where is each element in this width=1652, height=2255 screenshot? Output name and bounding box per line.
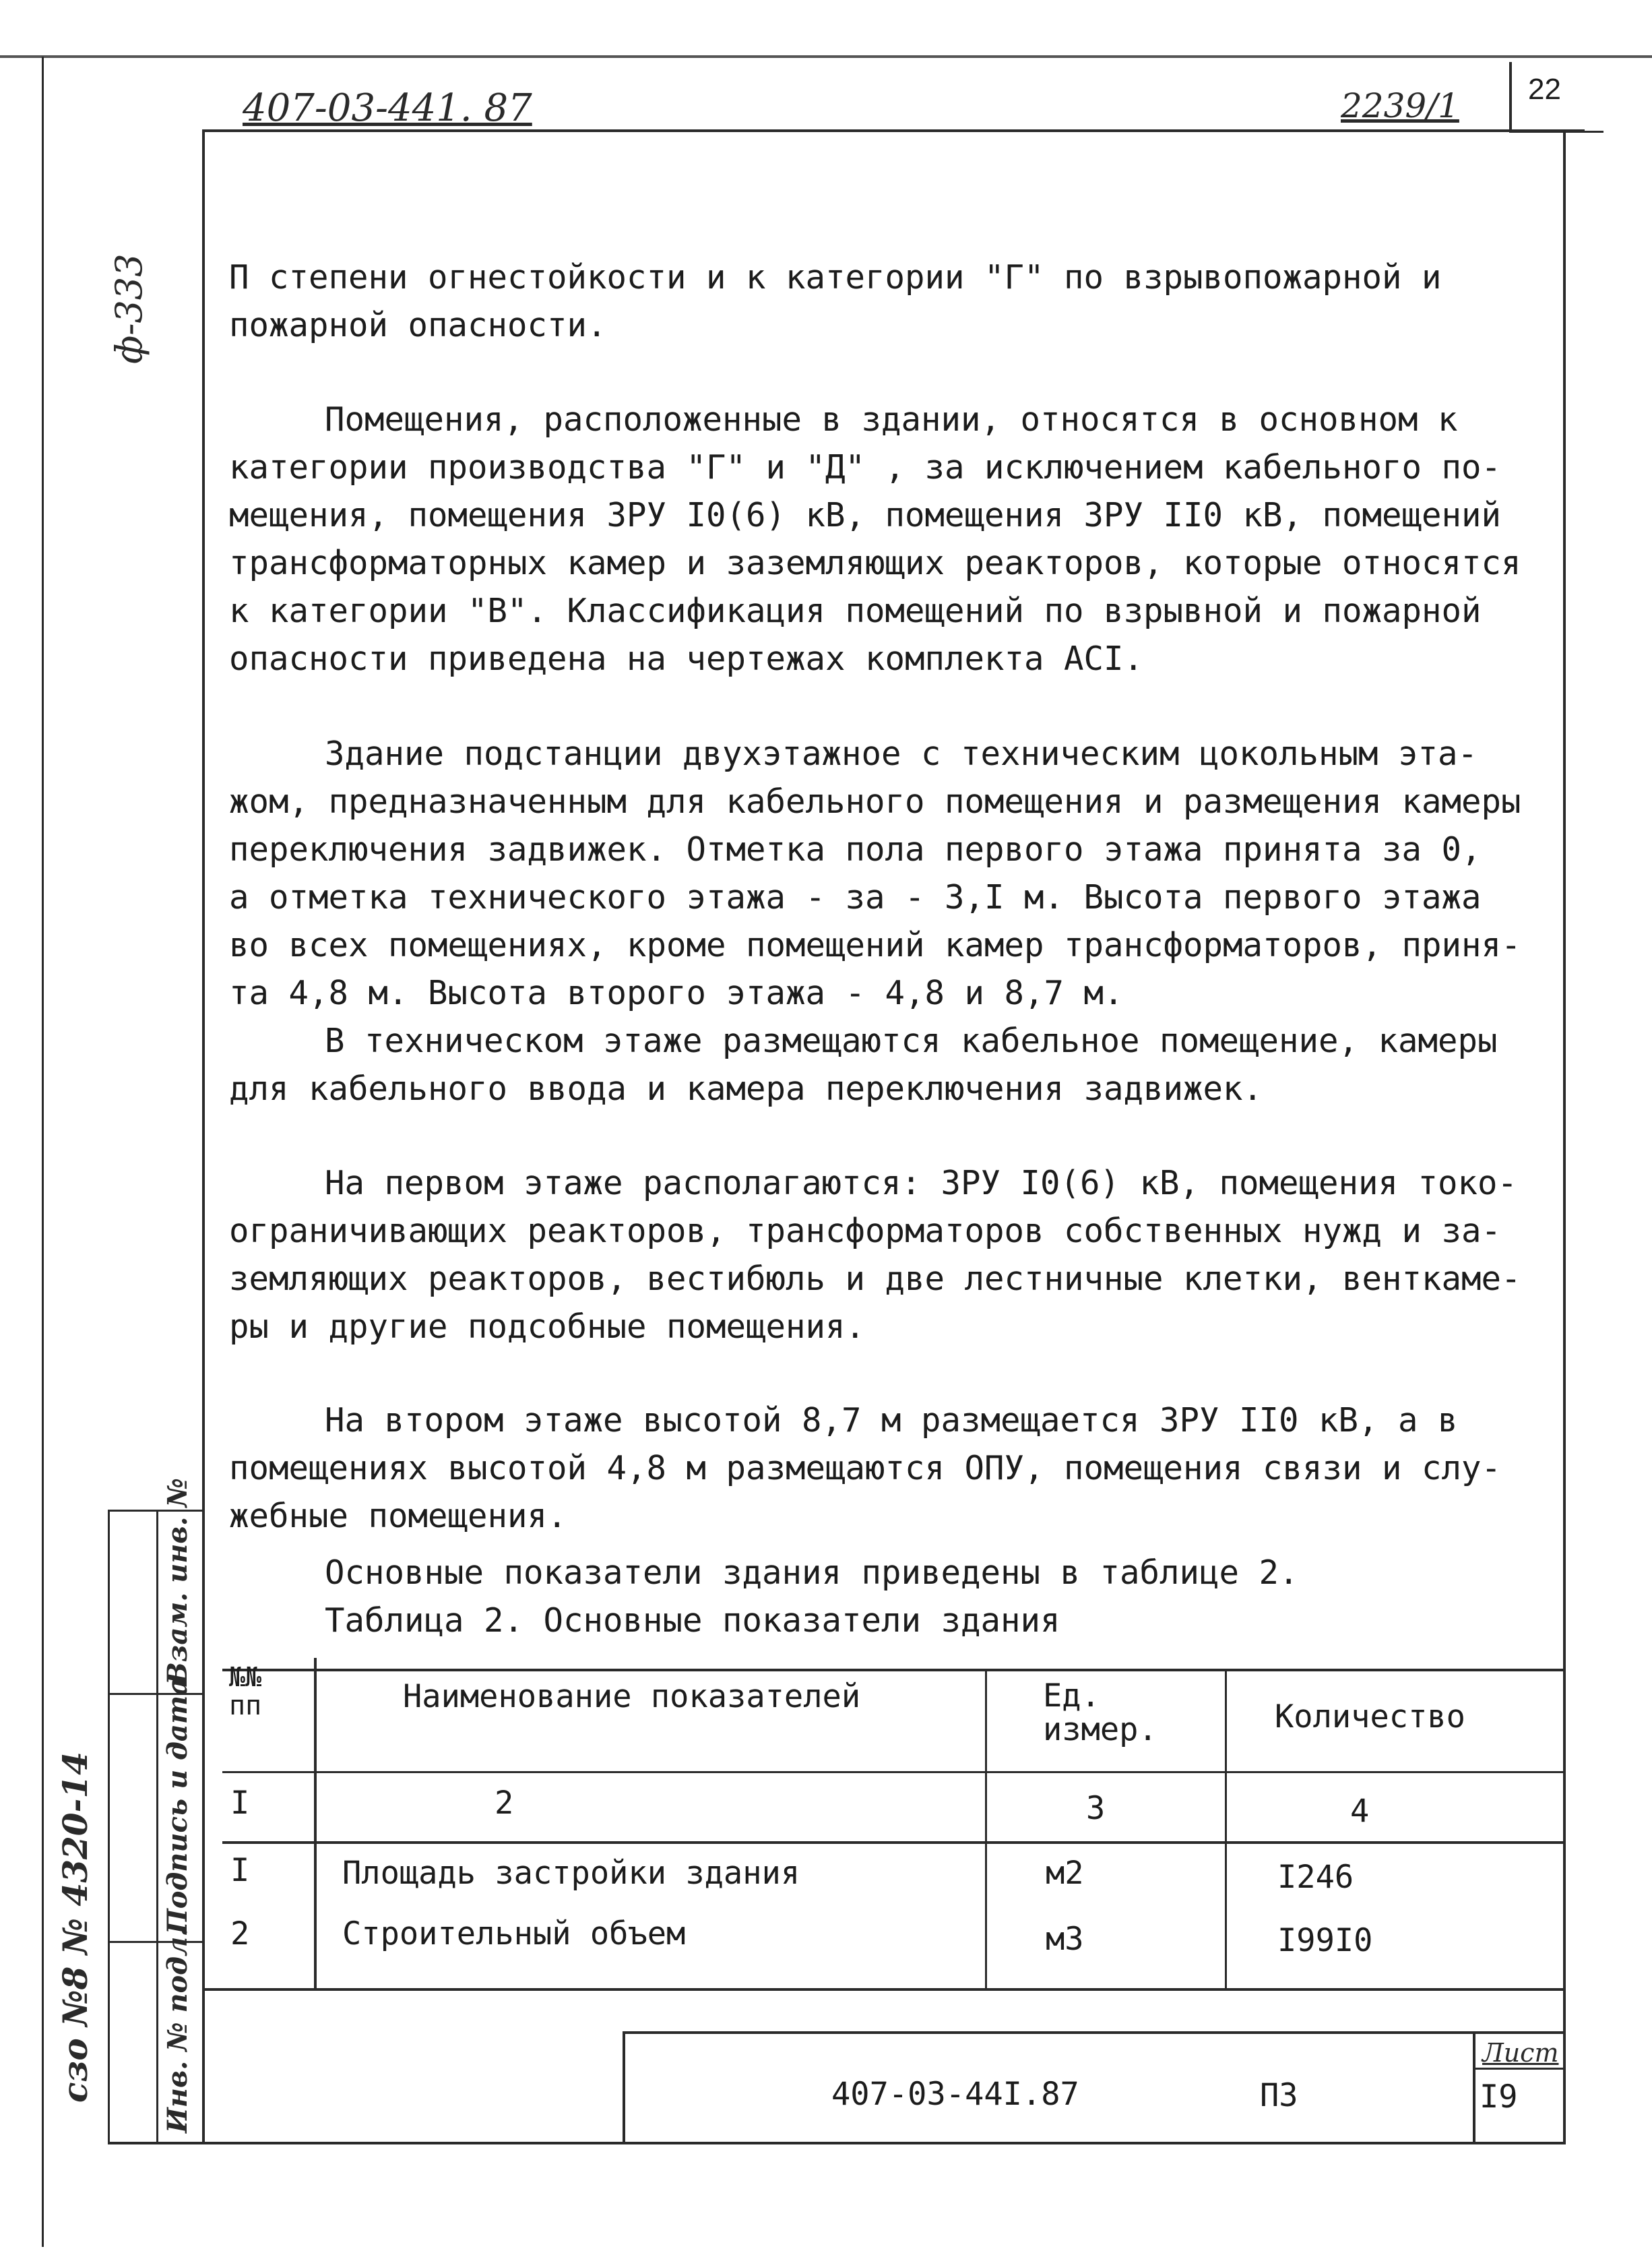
stamp-cell-signature: Подпись и дата bbox=[162, 1677, 193, 1934]
frame-bottom-border bbox=[108, 2142, 1566, 2144]
header-quantity: Количество bbox=[1275, 1698, 1465, 1735]
quantity: I246 bbox=[1277, 1859, 1354, 1896]
text-line: В техническом этаже размещаются кабельное помещение, камеры bbox=[325, 1022, 1498, 1060]
page-number-box-bottom bbox=[1509, 131, 1603, 133]
text-line: мещения, помещения ЗРУ I0(6) кВ, помещения ЗРУ II0 кВ, помещений bbox=[229, 496, 1502, 534]
quantity: I99I0 bbox=[1277, 1922, 1373, 1959]
table-bottom-border bbox=[205, 1988, 1564, 1991]
column-number-3: 3 bbox=[1086, 1790, 1106, 1827]
text-line: На первом этаже располагаются: ЗРУ I0(6) кВ, помещения токо- bbox=[325, 1164, 1518, 1202]
text-line: Здание подстанции двухэтажное с техническим цокольным эта- bbox=[325, 735, 1478, 773]
text-line: к категории "В". Классификация помещений по взрывной и пожарной bbox=[229, 592, 1482, 630]
paragraph-4 bbox=[229, 1017, 1498, 1113]
inventory-stamp: сзо №8 № 4320-14 bbox=[55, 1752, 95, 2103]
paragraph-7 bbox=[229, 1549, 1489, 1644]
table-caption: Таблица 2. Основные показатели здания bbox=[325, 1601, 1060, 1640]
handwritten-doc-code: 407-03-441. 87 bbox=[243, 86, 532, 130]
title-block-section: ПЗ bbox=[1260, 2077, 1298, 2114]
text-line: помещениях высотой 4,8 м размещаются ОПУ, помещения связи и слу- bbox=[229, 1449, 1502, 1487]
table-col-divider-2 bbox=[985, 1669, 987, 1988]
text-line: трансформаторных камер и заземляющих реакторов, которые относятся bbox=[229, 544, 1521, 582]
table-col-divider-3 bbox=[1225, 1669, 1227, 1988]
text-line: пожарной опасности. bbox=[229, 306, 607, 344]
title-block-sheet-label-line bbox=[1473, 2068, 1564, 2070]
text-line: П степени огнестойкости и к категории "Г" по взрывопожарной и bbox=[229, 258, 1442, 297]
title-block-left bbox=[623, 2031, 625, 2143]
text-line: а отметка технического этажа - за - 3,I м. Высота первого этажа bbox=[229, 878, 1482, 917]
paragraph-6 bbox=[229, 1396, 1502, 1540]
text-line: во всех помещениях, кроме помещений камер трансформаторов, приня- bbox=[229, 926, 1521, 964]
text-line: На втором этаже высотой 8,7 м размещается ЗРУ II0 кВ, а в bbox=[325, 1401, 1458, 1440]
sheet-label: Лист bbox=[1482, 2038, 1559, 2068]
paragraph-5 bbox=[229, 1159, 1521, 1351]
text-line: для кабельного ввода и камера переключения задвижек. bbox=[229, 1070, 1263, 1108]
table-col-divider-1 bbox=[314, 1658, 317, 1988]
unit: м2 bbox=[1046, 1855, 1084, 1892]
title-block-top bbox=[623, 2031, 1564, 2034]
text-line: опасности приведена на чертежах комплекта АСI. bbox=[229, 640, 1144, 678]
table-body-top bbox=[222, 1841, 1564, 1844]
stamp-strip-divider bbox=[156, 1510, 158, 2143]
header-indicator-name: Наименование показателей bbox=[403, 1678, 861, 1715]
stamp-cell-replacement: Взам. инв. № bbox=[162, 1478, 193, 1685]
sheet-number: I9 bbox=[1480, 2078, 1518, 2115]
table-col-numbers-top bbox=[222, 1771, 1564, 1773]
column-number-4: 4 bbox=[1350, 1793, 1370, 1830]
album-number: 2239/1 bbox=[1341, 86, 1459, 125]
header-row-number: №№ пп bbox=[229, 1662, 262, 1721]
header-unit: Ед. измер. bbox=[1043, 1677, 1157, 1748]
row-number: 2 bbox=[230, 1915, 250, 1952]
table-reference-line: Основные показатели здания приведены в таблице 2. bbox=[325, 1553, 1299, 1592]
text-line: жом, предназначенным для кабельного помещения и размещения камеры bbox=[229, 782, 1521, 821]
stamp-cell-original: Инв. № подл. bbox=[162, 1927, 193, 2133]
title-block-doc-code: 407-03-44I.87 bbox=[831, 2076, 1079, 2113]
text-line: ры и другие подсобные помещения. bbox=[229, 1307, 866, 1346]
form-code: ф-333 bbox=[108, 253, 150, 364]
text-line: земляющих реакторов, вестибюль и две лестничные клетки, венткаме- bbox=[229, 1260, 1521, 1298]
table-top-border bbox=[222, 1669, 1564, 1671]
unit: м3 bbox=[1046, 1921, 1084, 1958]
paragraph-2 bbox=[229, 396, 1521, 683]
column-number-1: I bbox=[230, 1785, 250, 1822]
paragraph-1 bbox=[229, 253, 1489, 349]
indicator-name: Строительный объем bbox=[342, 1915, 686, 1952]
text-line: категории производства "Г" и "Д" , за исключением кабельного по- bbox=[229, 448, 1502, 487]
page-number-box-left bbox=[1509, 62, 1512, 132]
frame-left-border bbox=[202, 129, 205, 2144]
text-line: переключения задвижек. Отметка пола первого этажа принята за 0, bbox=[229, 830, 1482, 869]
row-number: I bbox=[230, 1852, 250, 1889]
column-number-2: 2 bbox=[495, 1785, 514, 1822]
title-block-sheet-divider bbox=[1473, 2031, 1475, 2143]
text-line: та 4,8 м. Высота второго этажа - 4,8 и 8,7 м. bbox=[229, 974, 1124, 1012]
page-number: 22 bbox=[1528, 73, 1561, 106]
text-line: Помещения, расположенные в здании, относятся в основном к bbox=[325, 400, 1458, 439]
paragraph-3 bbox=[229, 730, 1521, 1017]
text-line: жебные помещения. bbox=[229, 1497, 567, 1535]
text-line: ограничивающих реакторов, трансформаторов собственных нужд и за- bbox=[229, 1212, 1502, 1250]
indicator-name: Площадь застройки здания bbox=[342, 1855, 800, 1892]
stamp-strip-left bbox=[108, 1510, 110, 2143]
top-edge-line bbox=[0, 55, 1652, 58]
outer-left-border bbox=[42, 57, 44, 2247]
